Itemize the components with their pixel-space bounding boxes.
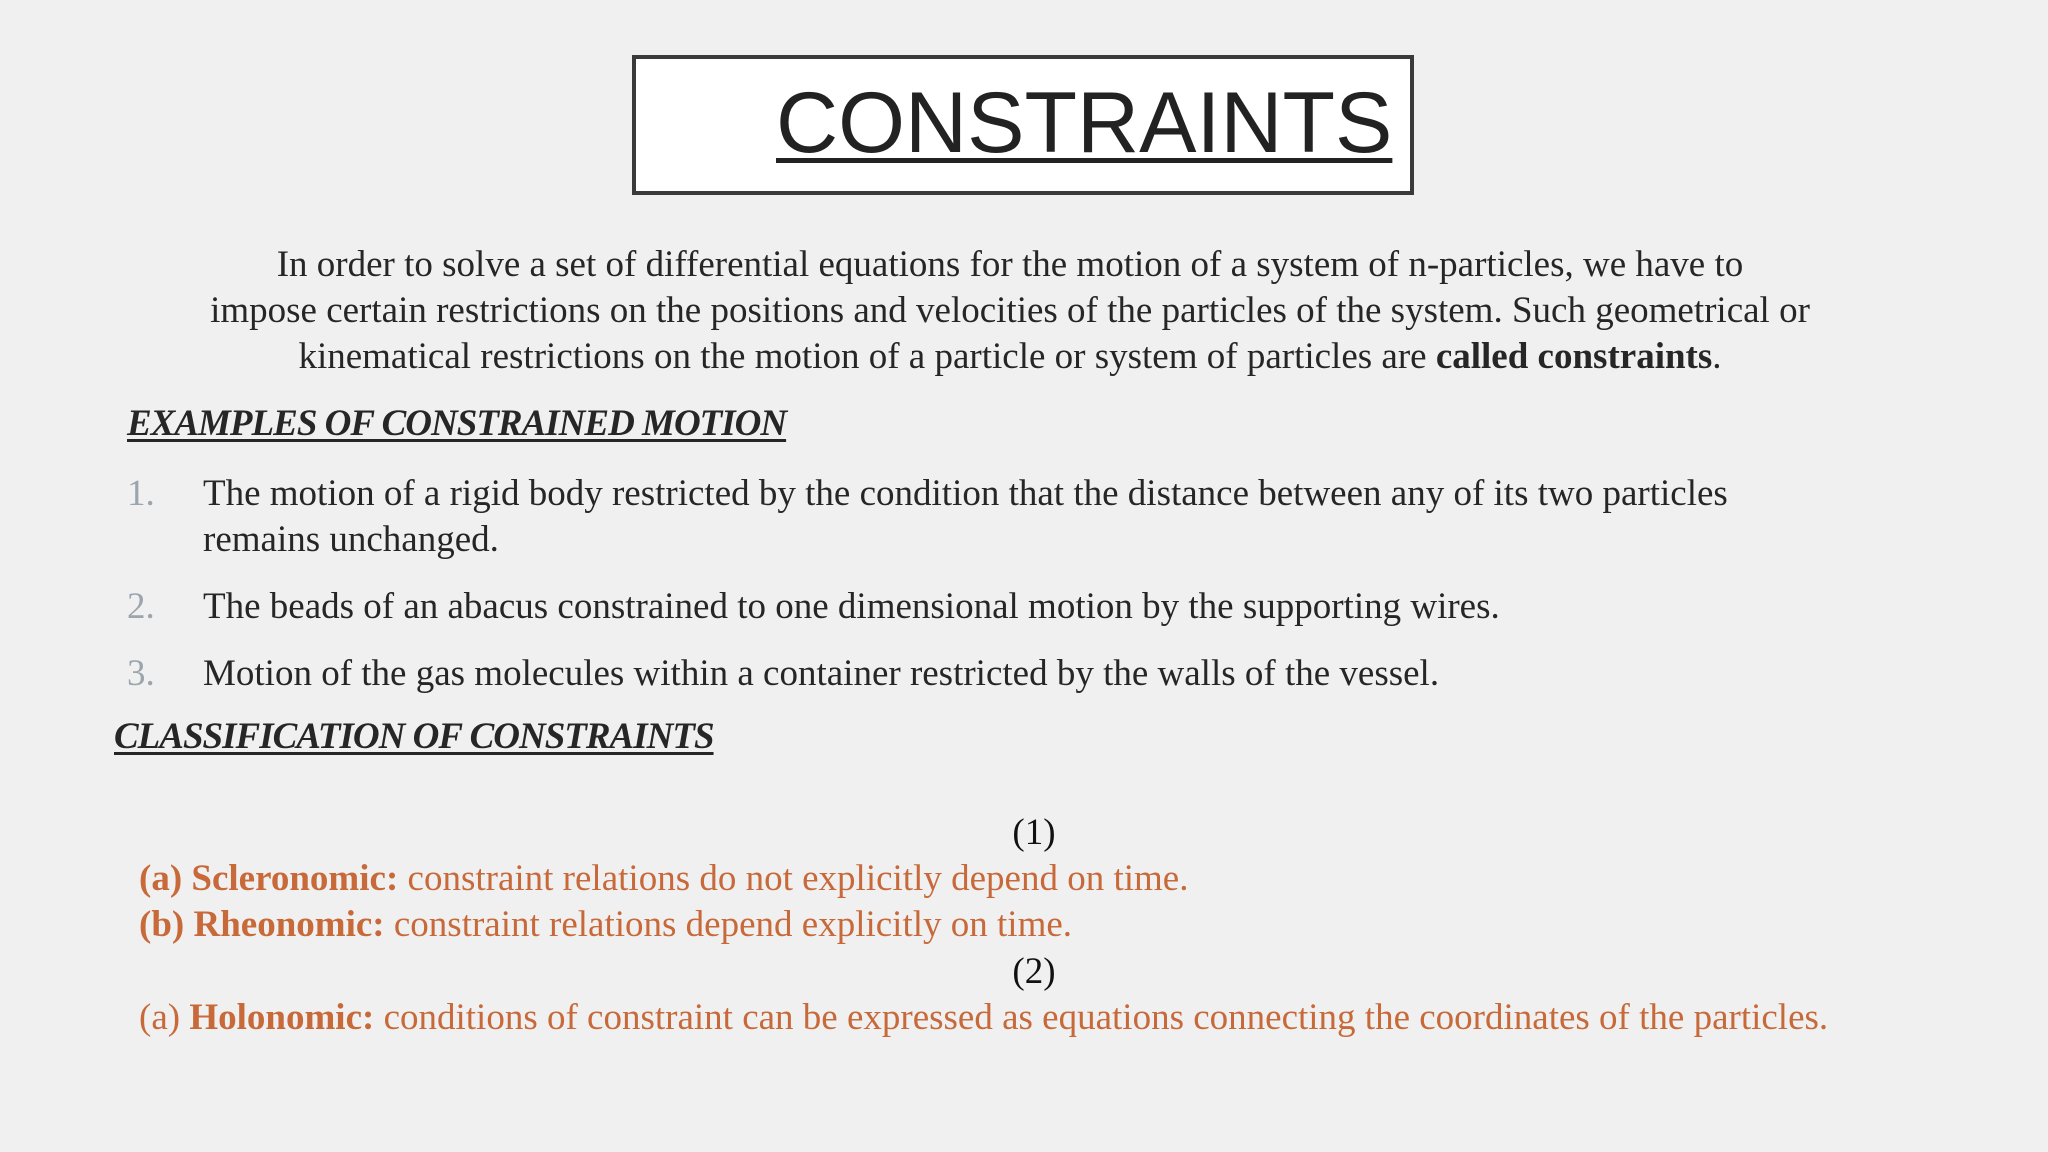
holonomic-prefix: (a) [139, 997, 190, 1038]
list-number: 2. [127, 586, 155, 627]
list-text [203, 651, 1823, 697]
scleronomic-text: constraint relations do not explicitly depend on time. [398, 858, 1189, 899]
list-text-line: The beads of an abacus constrained to one dimensional motion by the supporting wires. [203, 586, 1500, 627]
list-text [203, 584, 1823, 630]
intro-line-3-text: kinematical restrictions on the motion of a particle or system of particles are [298, 336, 1436, 377]
list-item [127, 584, 1827, 630]
holonomic-definition [139, 995, 1828, 1041]
group-2-label: (2) [1012, 951, 1056, 992]
rheonomic-text: constraint relations depend explicitly on time. [384, 904, 1073, 945]
list-item [127, 471, 1827, 563]
list-text-line: remains unchanged. [203, 519, 499, 560]
scleronomic-term: (a) Scleronomic: [139, 858, 399, 899]
classification-heading: CLASSIFICATION OF CONSTRAINTS [114, 716, 714, 757]
intro-paragraph [160, 242, 1860, 380]
list-text [203, 471, 1823, 563]
list-number: 3. [127, 653, 155, 694]
intro-emphasis: called constraints [1435, 336, 1713, 377]
page-title: CONSTRAINTS [776, 75, 1393, 171]
list-item [127, 651, 1827, 697]
list-text-line: The motion of a rigid body restricted by the condition that the distance between any of its two particles [203, 473, 1728, 514]
rheonomic-definition [139, 902, 1072, 948]
holonomic-term: Holonomic: [189, 997, 375, 1038]
scleronomic-definition [139, 856, 1188, 902]
title-box [632, 55, 1414, 195]
group-1-label: (1) [1012, 812, 1056, 853]
intro-line-3-end: . [1712, 336, 1722, 377]
examples-heading: EXAMPLES OF CONSTRAINED MOTION [127, 403, 787, 444]
list-text-line: Motion of the gas molecules within a container restricted by the walls of the vessel. [203, 653, 1440, 694]
intro-line-1: In order to solve a set of differential equations for the motion of a system of n-particles, we have to [276, 244, 1744, 285]
rheonomic-term: (b) Rheonomic: [139, 904, 385, 945]
intro-line-2: impose certain restrictions on the positions and velocities of the particles of the system. Such geometrical or [210, 290, 1810, 331]
list-number: 1. [127, 473, 155, 514]
holonomic-text: conditions of constraint can be expressed as equations connecting the coordinates of the particles. [374, 997, 1829, 1038]
intro-line-3 [160, 334, 1860, 380]
